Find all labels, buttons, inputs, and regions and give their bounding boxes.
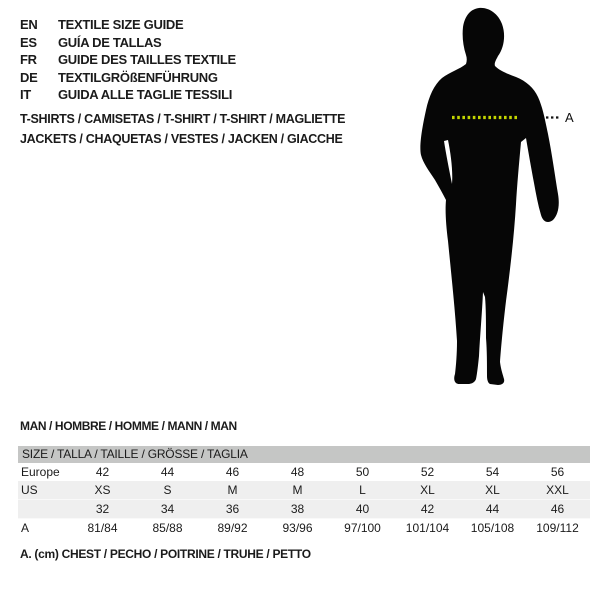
size-cell: 40 [330,500,395,519]
size-cell: 46 [525,500,590,519]
size-cell: 93/96 [282,521,313,535]
size-cell: 85/88 [152,521,183,535]
size-cell: 54 [485,465,500,479]
table-header-row [18,446,590,463]
table-row-chest-cm [18,519,590,538]
garment-categories [20,110,345,149]
table-row-us [18,481,590,500]
lang-title: GUIDA ALLE TAGLIE TESSILI [58,87,233,103]
table-header: SIZE / TALLA / TAILLE / GRÖSSE / TAGLIA [18,446,590,463]
size-cell: 44 [460,500,525,519]
size-cell: 44 [160,465,175,479]
size-cell: 56 [550,465,565,479]
lang-code: IT [20,87,31,103]
size-cell: 97/100 [344,521,381,535]
size-cell: 42 [395,500,460,519]
lang-row-fr [20,51,236,69]
section-title-man: MAN / HOMBRE / HOMME / MANN / MAN [20,419,237,433]
category-line-tshirts: T-SHIRTS / CAMISETAS / T-SHIRT / T-SHIRT / MAGLIETTE [20,112,346,126]
size-cell: L [330,481,395,500]
size-cell: 42 [95,465,110,479]
size-cell: 52 [420,465,435,479]
man-silhouette-figure [400,0,600,400]
category-line-jackets: JACKETS / CHAQUETAS / VESTES / JACKEN / GIACCHE [20,131,343,146]
size-cell: M [265,481,330,500]
size-cell: XL [395,481,460,500]
size-cell: 109/112 [536,521,579,535]
lang-code: ES [20,34,37,50]
size-cell: 36 [200,500,265,519]
measure-label-a: A [565,110,574,125]
size-cell: 105/108 [470,521,515,535]
lang-code: DE [20,69,38,85]
lang-title: GUIDE DES TAILLES TEXTILE [58,52,236,68]
row-label-blank [18,500,70,519]
lang-row-es [20,34,236,52]
size-cell: M [200,481,265,500]
lang-code: EN [20,17,38,33]
lang-row-it [20,86,236,104]
size-cell: 48 [290,465,305,479]
lang-code: FR [20,52,37,68]
table-row-numeric [18,500,590,519]
size-cell: XS [70,481,135,500]
lang-title: GUÍA DE TALLAS [58,34,162,50]
man-silhouette [420,8,558,385]
size-cell: 32 [70,500,135,519]
size-cell: XXL [525,481,590,500]
language-title-list [20,16,236,104]
table-row-europe [18,463,590,481]
size-cell: 50 [355,465,370,479]
row-label-a: A [21,521,30,535]
size-cell: 89/92 [217,521,248,535]
size-cell: XL [460,481,525,500]
man-silhouette-svg [400,0,600,400]
lang-row-de [20,69,236,87]
lang-title: TEXTILGRÖßENFÜHRUNG [58,69,218,85]
size-table [18,446,590,537]
size-cell: 34 [135,500,200,519]
size-cell: 101/104 [405,521,450,535]
size-cell: 46 [225,465,240,479]
lang-title: TEXTILE SIZE GUIDE [58,17,184,33]
size-cell: 38 [265,500,330,519]
size-cell: S [135,481,200,500]
measure-legend-footnote: A. (cm) CHEST / PECHO / POITRINE / TRUHE / PETTO [20,547,311,561]
size-cell: 81/84 [87,521,118,535]
row-label-europe: Europe [21,465,60,479]
lang-row-en [20,16,236,34]
row-label-us: US [18,481,70,500]
